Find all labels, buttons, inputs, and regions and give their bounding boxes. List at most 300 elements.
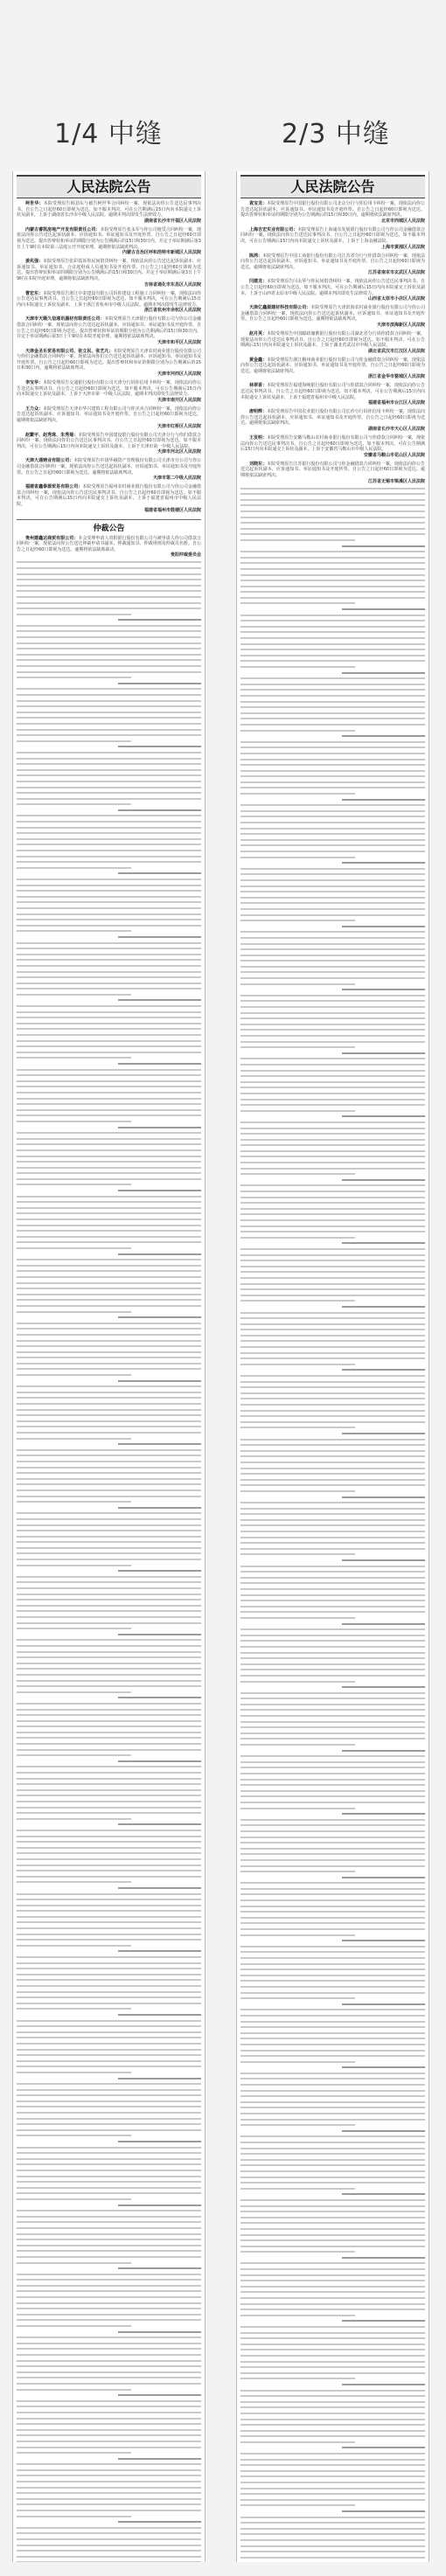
illegible-text-line	[240, 2148, 425, 2149]
court-notice	[240, 227, 425, 251]
notice-text: 本院受理原告中国工商银行股份有限公司江苏省分行与你借款合同纠纷一案，现依法向你公告送达起诉状副本、应诉通知书、举证通知书及开庭传票。自公告之日起经60日即视为送达。逾期将依法缺席判决。	[240, 253, 425, 270]
illegible-text-line	[17, 1876, 201, 1878]
illegible-text-line	[17, 827, 201, 829]
illegible-text-line	[17, 2239, 201, 2240]
illegible-text-line	[17, 821, 201, 823]
illegible-text-line	[240, 2395, 425, 2397]
illegible-text-line	[17, 1939, 201, 1941]
illegible-text-line	[17, 1599, 201, 1600]
illegible-text-line	[240, 2101, 425, 2103]
illegible-text-line	[240, 1012, 425, 1014]
illegible-text-line	[240, 2073, 425, 2074]
illegible-text-line	[17, 2354, 201, 2356]
illegible-text-line	[17, 1156, 201, 1157]
illegible-text-line	[17, 1323, 201, 1324]
court-notice	[240, 409, 425, 433]
illegible-text-line	[17, 665, 201, 667]
notice-court-signature: 天津市和平区人民法院	[157, 339, 201, 345]
illegible-text-line	[240, 1715, 425, 1717]
illegible-text-line	[240, 759, 425, 760]
illegible-text-line	[17, 1276, 201, 1278]
illegible-text-line	[240, 1508, 425, 1510]
illegible-text-line	[240, 2188, 355, 2190]
illegible-text-line	[118, 872, 201, 874]
notice-party: 黄金鑫：	[249, 357, 268, 363]
illegible-text-line	[17, 630, 201, 632]
illegible-text-line	[17, 774, 201, 776]
notice-party: 赵繁宇、赵秀珠、朱秀菊：	[25, 432, 79, 438]
notice-text: 本院受理原告浙江中泰建设有限公司诉你建设工程施工合同纠纷一案，现依法向你公告送达民事判决书。自公告之日起经60日即视为送达。如不服本判决，可在公告期满后15日内向本院递交上诉状及副本，上诉于浙江省杭州市中级人民法院。逾期本判决即发生法律效力。	[17, 290, 201, 308]
illegible-text-line	[17, 2037, 201, 2038]
illegible-text-line	[17, 787, 201, 788]
illegible-text-line	[17, 1299, 201, 1301]
illegible-text-line	[17, 1172, 201, 1174]
illegible-text-line	[17, 1766, 201, 1767]
illegible-text-line	[240, 706, 425, 708]
illegible-text-line	[17, 1610, 201, 1612]
notice-party: 唐明辉：	[249, 409, 268, 415]
notice-party: 王力众：	[25, 406, 44, 412]
illegible-text-line	[17, 1489, 201, 1491]
illegible-text-line	[240, 533, 425, 535]
illegible-text-line	[17, 971, 201, 973]
illegible-text-line	[240, 2499, 425, 2501]
illegible-text-line	[17, 1703, 201, 1705]
illegible-text-line	[240, 1231, 425, 1232]
court-notice	[17, 349, 201, 378]
left-filler-text	[17, 561, 201, 2562]
illegible-text-line	[240, 1628, 425, 1630]
illegible-text-line	[240, 637, 425, 639]
illegible-text-line	[240, 1963, 425, 1965]
illegible-text-line	[17, 2469, 201, 2471]
illegible-text-line	[17, 1098, 201, 1100]
illegible-text-line	[17, 1149, 201, 1151]
illegible-text-line	[17, 1864, 201, 1866]
illegible-text-line	[240, 1473, 425, 1475]
illegible-text-line	[17, 1057, 131, 1059]
illegible-text-line	[240, 1669, 425, 1670]
illegible-text-line	[240, 920, 355, 921]
illegible-text-line	[240, 562, 425, 564]
illegible-text-line	[17, 1345, 201, 1347]
illegible-text-line	[118, 1887, 201, 1889]
illegible-text-line	[240, 684, 425, 685]
illegible-text-line	[240, 2153, 425, 2155]
notice-text: 本院受理原告中国银行股份有限公司北京分行与你信用卡纠纷一案，现依法向你公告送达起诉状副本、应诉通知书、举证通知书及开庭传票。自公告之日起经60日即视为送达。提出答辩状和举证的期限分别为公告期满后的15日和30日内，逾期将依法缺席判决。	[240, 201, 425, 219]
illegible-text-line	[17, 1196, 201, 1198]
illegible-text-line	[17, 1143, 201, 1145]
illegible-text-line	[17, 1496, 201, 1497]
illegible-text-line	[17, 1374, 131, 1376]
illegible-text-line	[240, 839, 425, 841]
illegible-text-line	[240, 1271, 425, 1273]
notice-text: 本院受理原告安徽马鞍山农村商业银行股份有限公司与你借款合同纠纷一案，现依法向你公告送达民事判决书。自公告之日起经60日即视为送达。如不服本判决，可在公告期满后15日内向本院递交上诉状及副本，上诉于安徽省马鞍山市中级人民法院。	[240, 435, 425, 453]
illegible-text-line	[17, 1138, 201, 1140]
illegible-text-line	[17, 2475, 201, 2476]
illegible-text-line	[17, 2510, 201, 2511]
illegible-text-line	[240, 2459, 425, 2461]
notice-court-signature: 天津市河北区人民法院	[157, 449, 201, 455]
illegible-text-line	[240, 2355, 425, 2357]
illegible-text-line	[17, 2072, 131, 2073]
illegible-text-line	[240, 2055, 425, 2057]
illegible-text-line	[240, 966, 425, 968]
illegible-text-line	[342, 1052, 425, 1054]
illegible-text-line	[17, 1052, 201, 1053]
illegible-text-line	[240, 614, 425, 616]
illegible-text-line	[240, 1029, 425, 1031]
illegible-text-line	[240, 1871, 355, 1872]
illegible-text-line	[17, 1680, 201, 1682]
illegible-text-line	[118, 1443, 201, 1445]
illegible-text-line	[17, 988, 201, 989]
illegible-text-line	[17, 2198, 131, 2200]
illegible-text-line	[342, 2130, 425, 2132]
illegible-text-line	[17, 2118, 201, 2120]
illegible-text-line	[17, 2492, 201, 2494]
court-notice	[240, 305, 425, 329]
illegible-text-line	[240, 897, 425, 899]
illegible-text-line	[240, 1946, 425, 1948]
notice-body	[240, 201, 425, 219]
illegible-text-line	[17, 1011, 201, 1013]
illegible-text-line	[17, 856, 201, 858]
illegible-text-line	[240, 879, 425, 881]
right-notice-list	[237, 201, 429, 485]
illegible-text-line	[118, 1127, 201, 1128]
illegible-text-line	[17, 1184, 131, 1185]
illegible-text-line	[17, 959, 201, 961]
illegible-text-line	[240, 873, 425, 875]
right-filler-text	[240, 488, 425, 2562]
notice-body	[240, 227, 425, 245]
illegible-text-line	[240, 631, 425, 633]
illegible-text-line	[17, 1397, 201, 1399]
illegible-text-line	[240, 810, 425, 812]
illegible-text-line	[17, 1559, 201, 1560]
illegible-text-line	[240, 551, 425, 552]
illegible-text-line	[17, 896, 201, 898]
illegible-text-line	[17, 1086, 201, 1087]
illegible-text-line	[240, 2090, 425, 2092]
illegible-text-line	[240, 1542, 425, 1544]
illegible-text-line	[118, 2458, 201, 2460]
illegible-text-line	[240, 2419, 425, 2420]
notice-body	[240, 409, 425, 427]
illegible-text-line	[240, 1646, 425, 1648]
illegible-text-line	[17, 1893, 201, 1895]
illegible-text-line	[240, 2539, 425, 2541]
illegible-text-line	[240, 1283, 425, 1285]
illegible-text-line	[240, 1726, 425, 1728]
illegible-text-line	[17, 2112, 201, 2114]
illegible-text-line	[17, 1616, 201, 1618]
illegible-text-line	[17, 596, 201, 598]
notice-party: 福建省鑫泰源贸易有限公司：	[25, 484, 83, 490]
illegible-text-line	[17, 2314, 201, 2316]
illegible-text-line	[240, 2234, 425, 2236]
illegible-text-line	[17, 2371, 201, 2373]
illegible-text-line	[240, 620, 425, 621]
illegible-text-line	[342, 608, 425, 610]
illegible-text-line	[17, 2532, 201, 2534]
illegible-text-line	[240, 1312, 425, 1314]
illegible-text-line	[17, 781, 201, 782]
illegible-text-line	[17, 2447, 201, 2448]
illegible-text-line	[240, 1824, 425, 1826]
illegible-text-line	[240, 626, 425, 628]
illegible-text-line	[240, 1006, 425, 1008]
notice-court-signature: 天津市河西区人民法院	[157, 371, 201, 378]
illegible-text-line	[240, 1663, 425, 1665]
illegible-text-line	[240, 1732, 425, 1734]
illegible-text-line	[240, 1992, 425, 1994]
illegible-text-line	[17, 1241, 201, 1243]
illegible-text-line	[17, 567, 201, 569]
illegible-text-line	[17, 1080, 201, 1082]
illegible-text-line	[342, 862, 425, 864]
illegible-text-line	[17, 1547, 201, 1549]
illegible-text-line	[240, 995, 425, 996]
illegible-text-line	[240, 1600, 425, 1601]
illegible-text-line	[240, 2453, 425, 2454]
illegible-text-line	[17, 1334, 201, 1336]
notice-body	[17, 349, 201, 371]
illegible-text-line	[17, 2434, 201, 2436]
notice-body	[17, 484, 201, 507]
illegible-text-line	[240, 2095, 425, 2097]
notice-party: 天津金圣乐贸易有限公司、张立民、张艺凡：	[25, 348, 114, 354]
illegible-text-line	[17, 1858, 201, 1860]
notice-court-signature: 天津市红桥区人民法院	[157, 423, 201, 429]
illegible-text-line	[240, 1317, 425, 1319]
court-notice	[240, 201, 425, 225]
illegible-text-line	[17, 1461, 201, 1462]
illegible-text-line	[17, 1363, 201, 1364]
illegible-text-line	[17, 815, 201, 816]
illegible-text-line	[240, 2337, 425, 2339]
illegible-text-line	[240, 1830, 425, 1832]
illegible-text-line	[17, 1778, 201, 1780]
illegible-text-line	[17, 2020, 201, 2022]
court-notice	[240, 435, 425, 459]
illegible-text-line	[17, 705, 201, 707]
notice-body	[17, 201, 201, 219]
illegible-text-line	[17, 1438, 131, 1440]
illegible-text-line	[118, 619, 201, 621]
notice-text: 本院受理原告福州农村商业银行股份有限公司与你公司金融借款合同纠纷一案，现依法向你公告送达民事判决书。自公告之日起经60日即视为送达。如不服本判决，可在公告期满后15日内向本院递交上诉状及副本，上诉于福建省福州市中级人民法院。	[17, 484, 201, 507]
illegible-text-line	[17, 1737, 201, 1739]
illegible-text-line	[17, 1552, 201, 1554]
illegible-text-line	[17, 919, 201, 920]
illegible-text-line	[240, 1144, 425, 1146]
illegible-text-line	[17, 1212, 201, 1214]
court-notice	[240, 383, 425, 406]
notice-party: 天津大通铸业有限公司：	[25, 458, 74, 464]
illegible-text-line	[240, 1986, 425, 1988]
illegible-text-line	[17, 590, 201, 592]
illegible-text-line	[17, 798, 201, 800]
illegible-text-line	[17, 1040, 201, 1042]
illegible-text-line	[17, 1974, 201, 1975]
notice-court-signature: 贵阳仲裁委员会	[170, 552, 201, 559]
illegible-text-line	[17, 671, 201, 673]
illegible-text-line	[17, 648, 201, 649]
court-notice	[17, 227, 201, 256]
illegible-text-line	[342, 989, 425, 990]
illegible-text-line	[17, 654, 201, 656]
illegible-text-line	[240, 2170, 425, 2172]
illegible-text-line	[240, 931, 425, 933]
illegible-text-line	[240, 1922, 425, 1924]
illegible-text-line	[17, 700, 201, 702]
arbitration-notice-list	[13, 536, 205, 559]
court-notice	[240, 279, 425, 302]
illegible-text-line	[17, 1991, 201, 1993]
illegible-text-line	[240, 1899, 425, 1901]
illegible-text-line	[17, 867, 131, 869]
illegible-text-line	[118, 2141, 201, 2142]
illegible-text-line	[118, 2394, 201, 2396]
notice-party: 曹宏东：	[25, 290, 44, 296]
illegible-text-line	[17, 1749, 201, 1751]
illegible-text-line	[17, 1956, 201, 1958]
notice-party: 袁宝龙：	[249, 201, 268, 206]
illegible-text-line	[17, 659, 201, 661]
illegible-text-line	[17, 994, 131, 996]
illegible-text-line	[240, 2309, 425, 2310]
notice-court-signature: 内蒙古自治区呼和浩特市新城区人民法院	[122, 250, 201, 256]
illegible-text-line	[240, 1479, 425, 1481]
illegible-text-line	[240, 1427, 355, 1428]
illegible-text-line	[17, 2296, 201, 2298]
illegible-text-line	[118, 1063, 201, 1065]
illegible-text-line	[240, 1070, 425, 1072]
illegible-text-line	[240, 1882, 425, 1884]
notice-body	[240, 462, 425, 479]
illegible-text-line	[17, 1005, 201, 1007]
illegible-text-line	[342, 2193, 425, 2195]
illegible-text-line	[17, 717, 201, 719]
illegible-text-line	[240, 1698, 425, 1699]
illegible-text-line	[17, 850, 201, 851]
illegible-text-line	[17, 625, 201, 627]
illegible-text-line	[17, 694, 201, 696]
court-notice	[17, 536, 201, 559]
court-notice	[17, 201, 201, 225]
notice-party: 李宝华：	[25, 380, 44, 386]
illegible-text-line	[118, 683, 201, 684]
illegible-text-line	[240, 868, 425, 870]
illegible-text-line	[240, 1202, 425, 1204]
illegible-text-line	[240, 1975, 425, 1976]
illegible-text-line	[17, 1651, 201, 1653]
illegible-text-line	[240, 1000, 425, 1002]
illegible-text-line	[240, 955, 425, 956]
illegible-text-line	[240, 1675, 425, 1677]
illegible-text-line	[240, 1386, 425, 1388]
illegible-text-line	[240, 851, 425, 852]
illegible-text-line	[240, 1081, 425, 1083]
illegible-text-line	[240, 1761, 425, 1763]
illegible-text-line	[118, 809, 201, 811]
illegible-text-line	[240, 2050, 425, 2052]
illegible-text-line	[240, 960, 425, 962]
illegible-text-line	[118, 1253, 201, 1255]
illegible-text-line	[17, 1034, 201, 1036]
illegible-text-line	[240, 1133, 425, 1135]
illegible-text-line	[17, 2452, 131, 2454]
illegible-text-line	[17, 1881, 131, 1883]
illegible-text-line	[240, 695, 425, 697]
illegible-text-line	[17, 844, 201, 845]
illegible-text-line	[17, 792, 201, 794]
notice-body	[240, 358, 425, 375]
illegible-text-line	[240, 2545, 425, 2547]
notice-text: 本院受理原告韩劲东与被告柯世华合同纠纷一案，现依法向你公告送达民事判决书。自公告之日起经60日即视为送达。如不服本判决，可在公告期满后15日内向本院递交上诉状及副本，上诉于湖南省长沙市中级人民法院。逾期本判决即发生法律效力。	[17, 201, 201, 219]
illegible-text-line	[240, 908, 425, 910]
illegible-text-line	[240, 1795, 425, 1797]
illegible-text-line	[240, 1859, 425, 1861]
illegible-text-line	[17, 2302, 201, 2304]
illegible-text-line	[17, 976, 201, 978]
illegible-text-line	[17, 1847, 201, 1849]
illegible-text-line	[17, 1985, 201, 1987]
illegible-text-line	[118, 2078, 201, 2080]
illegible-text-line	[240, 1773, 425, 1774]
illegible-text-line	[17, 561, 201, 563]
notice-court-signature: 浙江省杭州市余杭区人民法院	[143, 308, 201, 314]
illegible-text-line	[17, 2412, 201, 2413]
notice-court-signature: 湖北省武汉市江汉区人民法院	[367, 348, 425, 354]
illegible-text-line	[17, 1483, 201, 1485]
illegible-text-line	[240, 655, 425, 656]
illegible-text-line	[240, 1928, 425, 1930]
illegible-text-line	[17, 1841, 201, 1843]
illegible-text-line	[240, 822, 425, 823]
illegible-text-line	[17, 1247, 131, 1249]
notice-text: 本院受理原告江苏银行股份有限公司与你金融借款合同纠纷一案，现依法向你公告送达起诉状副本、应诉通知书、举证通知书及开庭传票。自公告之日起经60日即视为送达。逾期将依法缺席判决。	[240, 461, 425, 478]
illegible-text-line	[240, 1381, 425, 1383]
illegible-text-line	[17, 2556, 201, 2558]
illegible-text-line	[17, 614, 131, 615]
illegible-text-line	[240, 2430, 425, 2432]
illegible-text-line	[17, 1478, 201, 1480]
illegible-text-line	[240, 2291, 425, 2293]
illegible-text-line	[17, 1023, 201, 1024]
illegible-text-line	[17, 2083, 201, 2085]
illegible-text-line	[240, 649, 425, 650]
illegible-text-line	[17, 677, 131, 678]
illegible-text-line	[17, 982, 201, 984]
illegible-text-line	[240, 1635, 425, 1636]
illegible-text-line	[17, 2221, 201, 2223]
illegible-text-line	[17, 2365, 201, 2367]
illegible-text-line	[240, 1017, 425, 1019]
illegible-text-line	[240, 2390, 425, 2392]
notice-court-signature: 山西省太原市小店区人民法院	[367, 296, 425, 302]
illegible-text-line	[240, 2135, 425, 2137]
illegible-text-line	[17, 688, 201, 690]
illegible-text-line	[240, 1934, 355, 1936]
illegible-text-line	[240, 1093, 425, 1094]
illegible-text-line	[240, 2217, 425, 2218]
illegible-text-line	[240, 793, 355, 795]
right-column-title: 人民法院公告	[240, 175, 425, 198]
illegible-text-line	[342, 672, 425, 674]
illegible-text-line	[240, 1046, 355, 1048]
